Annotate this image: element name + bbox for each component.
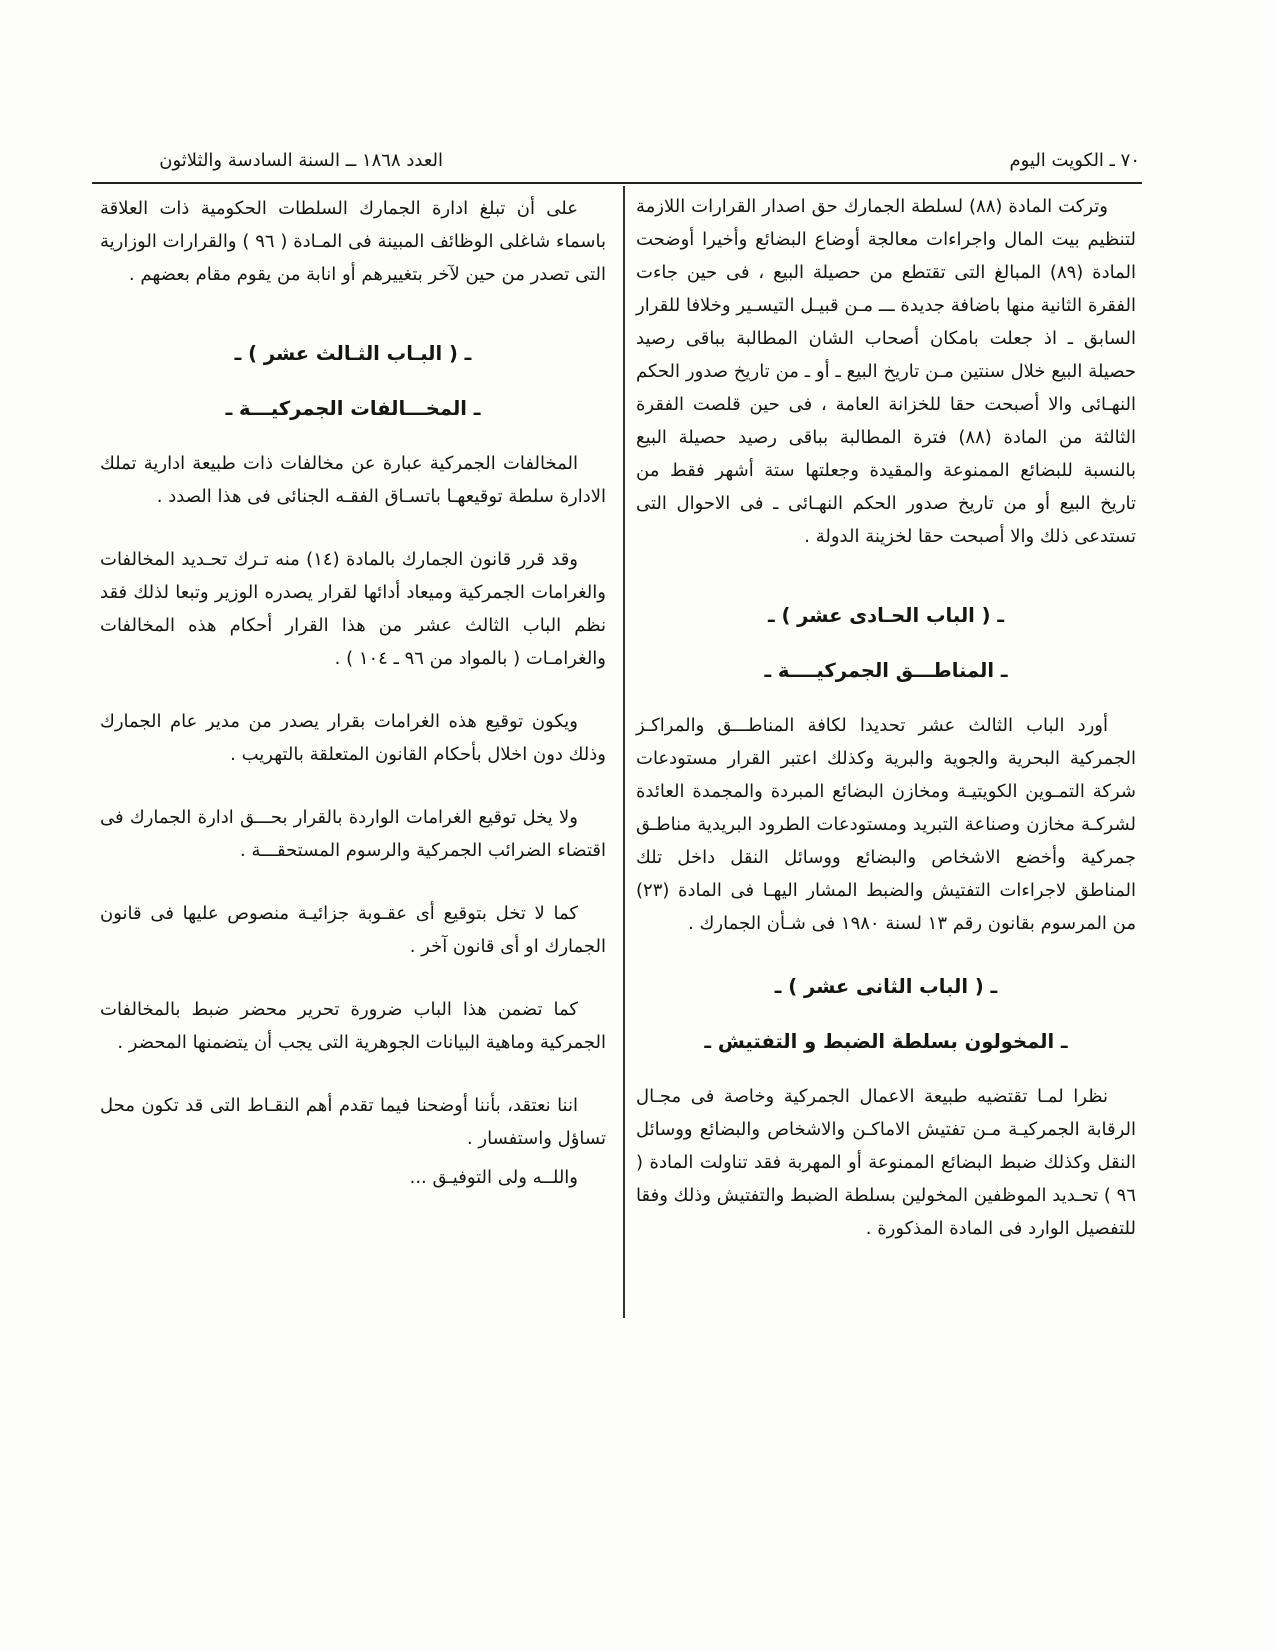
customs-zones-heading: ـ المناطـــق الجمركيــــة ـ (764, 659, 1008, 682)
issue-number-header: العدد ١٨٦٨ ــ السنة السادسة والثلاثون (159, 150, 443, 171)
paragraph-fines-decision: ويكون توقيع هذه الغرامات بقرار يصدر من مدير عام الجمارك وذلك دون اخلال بأحكام القانون المتعلقة بالتهريب . (100, 711, 606, 765)
closing-phrase: واللــه ولى التوفيـق ... (409, 1167, 578, 1188)
chapter-13-heading: ـ ( البـاب الثـالث عشر ) ـ (234, 342, 472, 365)
paragraph-article-14: وقد قرر قانون الجمارك بالمادة (١٤) منه تـرك تحـديد المخالفات والغرامات الجمركية وميعاد أدائها لقرار يصدره الوزير وتبعا لذلك فقد نظم الباب الثالث عشر من هذا القرار أحكام هذه المخالفات والغرامـات ( بالمواد من ٩٦ ـ ١٠٤ ) . (100, 549, 606, 669)
authorized-officers-heading: ـ المخولون بسلطة الضبط و التفتيش ـ (704, 1030, 1068, 1053)
left-column (100, 192, 606, 1194)
right-column (636, 190, 1136, 1245)
chapter-12-heading: ـ ( الباب الثانى عشر ) ـ (774, 975, 998, 998)
column-divider (623, 186, 625, 1318)
paragraph-criminal-penalty: كما لا تخل بتوقيع أى عقـوبة جزائيـة منصوص عليها فى قانون الجمارك او أى قانون آخر . (100, 903, 606, 957)
gazette-title-header: ٧٠ ـ الكويت اليوم (1009, 150, 1140, 171)
paragraph-seizure-report: كما تضمن هذا الباب ضرورة تحرير محضر ضبط بالمخالفات الجمركية وماهية البيانات الجوهرية التى يجب أن يتضمنها المحضر . (100, 999, 606, 1053)
chapter-11-heading: ـ ( الباب الحـادى عشر ) ـ (768, 604, 1004, 627)
paragraph-conclusion: اننا نعتقد، بأننا أوضحنا فيما تقدم أهم النقـاط التى قد تكون محل تساؤل واستفسار . (100, 1095, 606, 1149)
paragraph-customs-zones: أورد الباب الثالث عشر تحديدا لكافة المناطـــق والمراكـز الجمركية البحرية والجوية والبرية وكذلك اعتبر القرار مستودعات شركة التمـوين الكويتيـة ومخازن البضائع المبردة والمجمدة العائدة لشركـة مخازن وصناعة التبريد ومستودعات الطرود البريدية مناطـق جمركية وأخضع الاشخاص والبضائع ووسائل النقل داخل تلك المناطق لاجراءات التفتيش والضبط المشار اليهـا فى المادة (٢٣) من المرسوم بقانون رقم ١٣ لسنة ١٩٨٠ فى شـأن الجمارك . (636, 715, 1136, 934)
paragraph-article-88-89: وتركت المادة (٨٨) لسلطة الجمارك حق اصدار القرارات اللازمة لتنظيم بيت المال واجراءات معالجة أوضاع البضائع وأخيرا أوضحت المادة (٨٩) المبالغ التى تقتطع من حصيلة البيع ، فى حين جاءت الفقرة الثانية منها باضافة جديدة ـــ مـن قبيـل التيسـير وخلافا للقرار السابق ـ اذ جعلت بامكان أصحاب الشان المطالبة بباقى رصيد حصيلة البيع خلال سنتين مـن تاريخ البيع ـ أو ـ من تاريخ صدور الحكم النهـائى والا أصبحت حقا للخزانة العامة ، فى حين قلصت الفقرة الثالثة من المادة (٨٨) فترة المطالبة بباقى رصيد حصيلة البيع بالنسبة للبضائع الممنوعة والمقيدة وجعلتها ستة أشهر فقط من تاريخ البيع أو من تاريخ صدور الحكم النهـائى ـ فى الاحوال التى تستدعى ذلك والا أصبحت حقا لخزينة الدولة . (636, 196, 1136, 547)
paragraph-authorized-officers: نظرا لمـا تقتضيه طبيعة الاعمال الجمركية وخاصة فى مجـال الرقابة الجمركيـة مـن تفتيش الاماكـن والاشخاص والبضائع ووسائل النقل وكذلك ضبط البضائع الممنوعة أو المهربة فقد تناولت المادة ( ٩٦ ) تحـديد الموظفين المخولين بسلطة الضبط والتفتيش وذلك وفقا للتفصيل الوارد فى المادة المذكورة . (636, 1086, 1136, 1239)
customs-violations-heading: ـ المخـــالفات الجمركيـــة ـ (225, 397, 481, 420)
paragraph-notify-authorities: على أن تبلغ ادارة الجمارك السلطات الحكومية ذات العلاقة باسماء شاغلى الوظائف المبينة فى المـادة ( ٩٦ ) والقرارات الوزارية التى تصدر من حين لآخر بتغييرهم أو انابة من يقوم مقام بعضهم . (100, 198, 606, 285)
header-rule (92, 182, 1142, 184)
paragraph-violations-definition: المخالفات الجمركية عبارة عن مخالفات ذات طبيعة ادارية تملك الادارة سلطة توقيعهـا باتسـاق الفقـه الجنائى فى هذا الصدد . (100, 453, 606, 507)
paragraph-fines-taxes: ولا يخل توقيع الغرامات الواردة بالقرار بحـــق ادارة الجمارك فى اقتضاء الضرائب الجمركية والرسوم المستحقـــة . (100, 807, 606, 861)
